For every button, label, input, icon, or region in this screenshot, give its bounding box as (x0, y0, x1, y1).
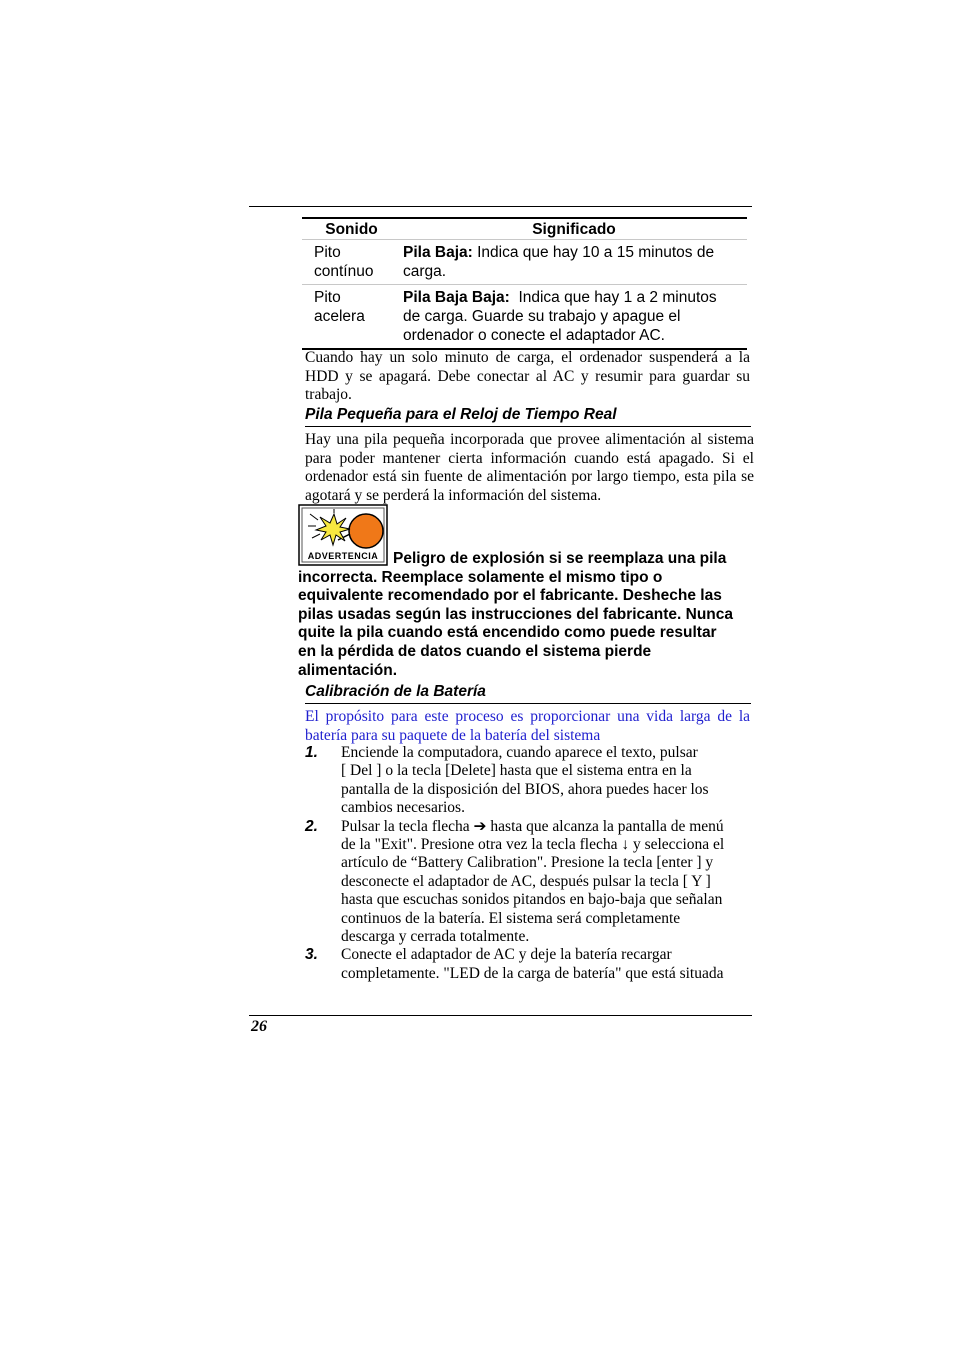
step-line: descarga y cerrada totalmente. (341, 928, 530, 946)
warning-block (298, 550, 754, 680)
sound-line: acelera (314, 308, 365, 325)
meaning-line: ordenador o conecte el adaptador AC. (403, 327, 665, 344)
warning-line: en la pérdida de datos cuando el sistema pierde (298, 642, 652, 660)
column-header-sound: Sonido (302, 218, 401, 240)
paragraph-rtc-battery: Hay una pila pequeña incorporada que provee alimentación al sistema para poder mantener cierta información cuando está apagado. Si el ordenador está sin fuente de alimentación por largo tiempo, esta pila se agotará y se perderá la información del sistema. (305, 431, 754, 504)
step-number: 3. (305, 946, 318, 964)
warning-line: quite la pila cuando está encendido como puede resultar (298, 624, 717, 642)
step-line: [ Del ] o la tecla [Delete] hasta que el sistema entra en la (341, 762, 692, 780)
page-number: 26 (251, 1018, 267, 1035)
header-rule (249, 206, 752, 207)
step-line: Enciende la computadora, cuando aparece el texto, pulsar (341, 744, 698, 761)
warning-line: Peligro de explosión si se reemplaza una pila (393, 550, 727, 567)
step-line: Pulsar la tecla flecha ➔ hasta que alcanza la pantalla de menú (341, 817, 724, 835)
warning-line: incorrecta. Reemplace solamente el mismo tipo o (298, 568, 663, 586)
sound-line: contínuo (314, 263, 374, 280)
paragraph-battery-minute: Cuando hay un solo minuto de carga, el ordenador suspenderá a la HDD y se apagará. Debe conectar al AC y resumir para guardar su trabajo. (305, 349, 750, 403)
meaning-term: Pila Baja Baja: (403, 289, 510, 306)
warning-line: pilas usadas según las instrucciones del fabricante. Nunca (298, 605, 734, 623)
meaning-cell (401, 240, 747, 285)
meaning-line: Indica que hay 1 a 2 minutos (509, 289, 717, 306)
step-line: Conecte el adaptador de AC y deje la batería recargar (341, 946, 672, 964)
meaning-cell (401, 285, 747, 350)
step-line: artículo de “Battery Calibration". Presione la tecla [enter ] y (341, 854, 714, 872)
table-row (302, 240, 747, 285)
section-heading-rtc-battery: Pila Pequeña para el Reloj de Tiempo Real (305, 406, 751, 427)
list-item (305, 818, 753, 947)
section-heading-battery-calibration: Calibración de la Batería (305, 683, 751, 704)
step-line: completamente. "LED de la carga de batería" que está situada (341, 964, 724, 982)
list-item (305, 744, 753, 818)
warning-icon-label: ADVERTENCIA (307, 551, 379, 561)
step-line: cambios necesarios. (341, 799, 465, 817)
step-number: 1. (305, 744, 318, 761)
sound-cell (302, 285, 401, 350)
step-number: 2. (305, 817, 318, 835)
step-line: pantalla de la disposición del BIOS, ahora puedes hacer los (341, 780, 709, 798)
sound-meaning-table (302, 217, 747, 350)
sound-line: Pito (314, 244, 341, 261)
meaning-line: carga. (403, 263, 447, 280)
table-row (302, 285, 747, 350)
step-line: continuos de la batería. El sistema será completamente (341, 909, 681, 927)
sound-cell (302, 240, 401, 285)
paragraph-calibration-purpose: El propósito para este proceso es proporcionar una vida larga de la batería para su paquete de la batería del sistema (305, 708, 750, 744)
step-line: de la "Exit". Presione otra vez la tecla flecha ↓ y selecciona el (341, 836, 725, 854)
warning-line: equivalente recomendado por el fabricante. Desheche las (298, 587, 722, 605)
footer-rule (249, 1015, 752, 1016)
calibration-steps (305, 744, 753, 983)
meaning-line: Indica que hay 10 a 15 minutos de (472, 244, 715, 261)
list-item (305, 946, 753, 983)
meaning-line: de carga. Guarde su trabajo y apague el (403, 308, 681, 325)
step-line: desconecte el adaptador de AC, después pulsar la tecla [ Y ] (341, 872, 711, 890)
step-line: hasta que escuchas sonidos pitandos en bajo-baja que señalan (341, 891, 723, 909)
table-header-row (302, 218, 747, 240)
column-header-meaning: Significado (401, 218, 747, 240)
warning-line: alimentación. (298, 661, 398, 679)
sound-line: Pito (314, 289, 341, 306)
meaning-term: Pila Baja: (403, 244, 473, 261)
